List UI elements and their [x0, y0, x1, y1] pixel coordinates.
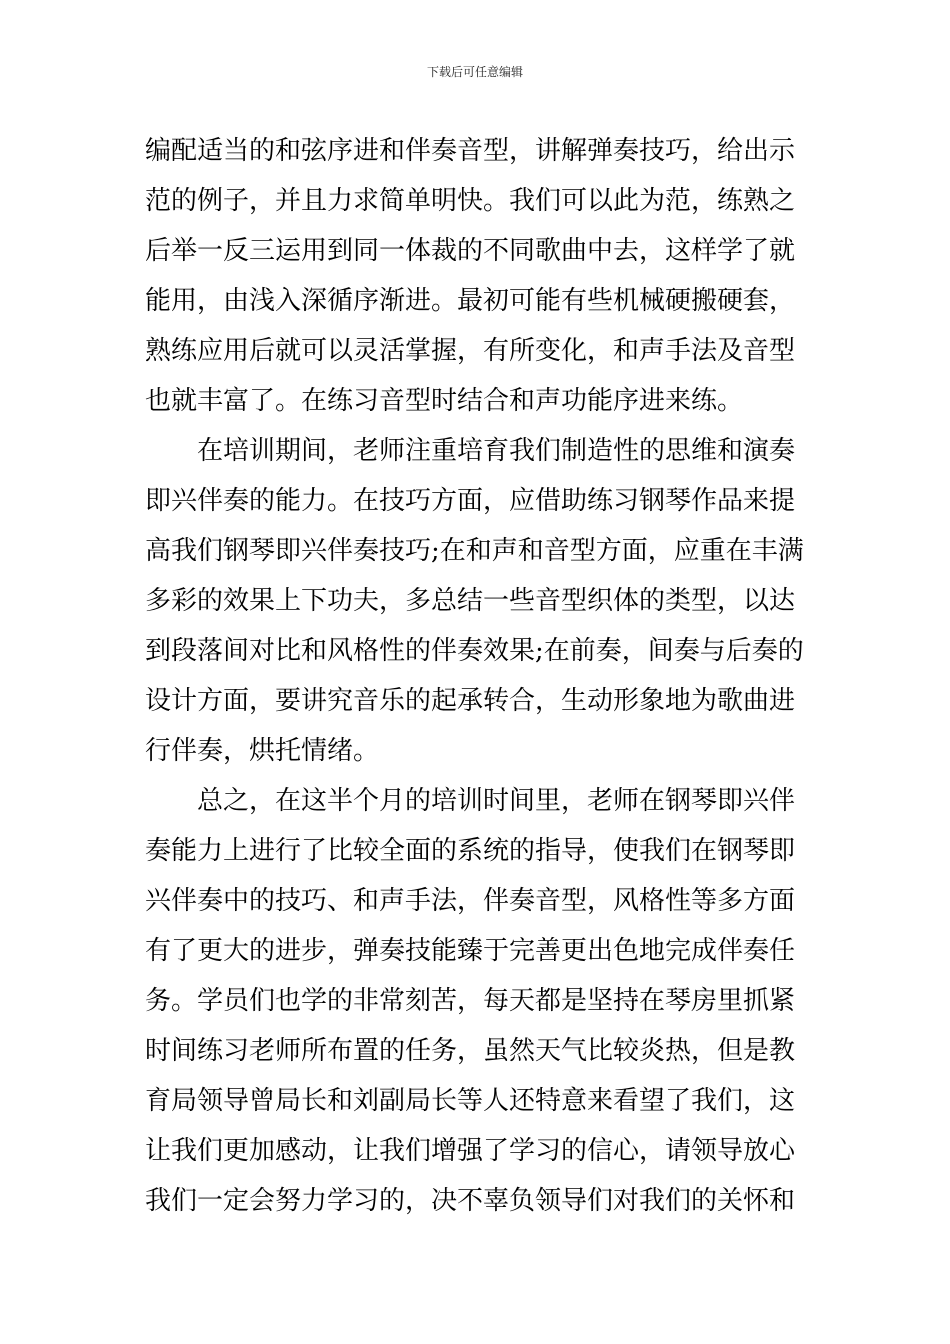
paragraph-start-line: 总之，在这半个月的培训时间里，老师在钢琴即兴伴	[197, 786, 796, 816]
text-line: 设计方面，要讲究音乐的起承转合，生动形象地为歌曲进	[145, 686, 796, 716]
text-line: 让我们更加感动，让我们增强了学习的信心，请领导放心	[145, 1136, 796, 1166]
text-line: 范的例子，并且力求简单明快。我们可以此为范，练熟之	[145, 186, 796, 216]
text-line: 务。学员们也学的非常刻苦，每天都是坚持在琴房里抓紧	[145, 986, 796, 1016]
page-header: 下载后可任意编辑	[426, 65, 523, 79]
text-line: 高我们钢琴即兴伴奏技巧;在和声和音型方面，应重在丰满	[145, 536, 804, 566]
text-line: 育局领导曾局长和刘副局长等人还特意来看望了我们，这	[145, 1086, 796, 1116]
text-line: 行伴奏，烘托情绪。	[145, 736, 380, 766]
text-line: 有了更大的进步，弹奏技能臻于完善更出色地完成伴奏任	[145, 936, 796, 966]
text-line: 熟练应用后就可以灵活掌握，有所变化，和声手法及音型	[145, 336, 796, 366]
text-line: 即兴伴奏的能力。在技巧方面，应借助练习钢琴作品来提	[145, 486, 796, 516]
text-line: 时间练习老师所布置的任务，虽然天气比较炎热，但是教	[145, 1036, 796, 1066]
text-line: 奏能力上进行了比较全面的系统的指导，使我们在钢琴即	[145, 836, 796, 866]
text-line: 后举一反三运用到同一体裁的不同歌曲中去，这样学了就	[145, 236, 796, 266]
text-line: 兴伴奏中的技巧、和声手法，伴奏音型，风格性等多方面	[145, 886, 796, 916]
text-line: 能用，由浅入深循序渐进。最初可能有些机械硬搬硬套，	[145, 286, 796, 316]
text-line: 到段落间对比和风格性的伴奏效果;在前奏，间奏与后奏的	[145, 636, 804, 666]
text-line: 也就丰富了。在练习音型时结合和声功能序进来练。	[145, 386, 744, 416]
text-line: 我们一定会努力学习的，决不辜负领导们对我们的关怀和	[145, 1186, 796, 1216]
paragraph-start-line: 在培训期间，老师注重培育我们制造性的思维和演奏	[197, 436, 796, 466]
text-line: 多彩的效果上下功夫，多总结一些音型织体的类型，以达	[145, 586, 796, 616]
text-line: 编配适当的和弦序进和伴奏音型，讲解弹奏技巧，给出示	[145, 136, 796, 166]
body-text	[145, 126, 815, 1226]
